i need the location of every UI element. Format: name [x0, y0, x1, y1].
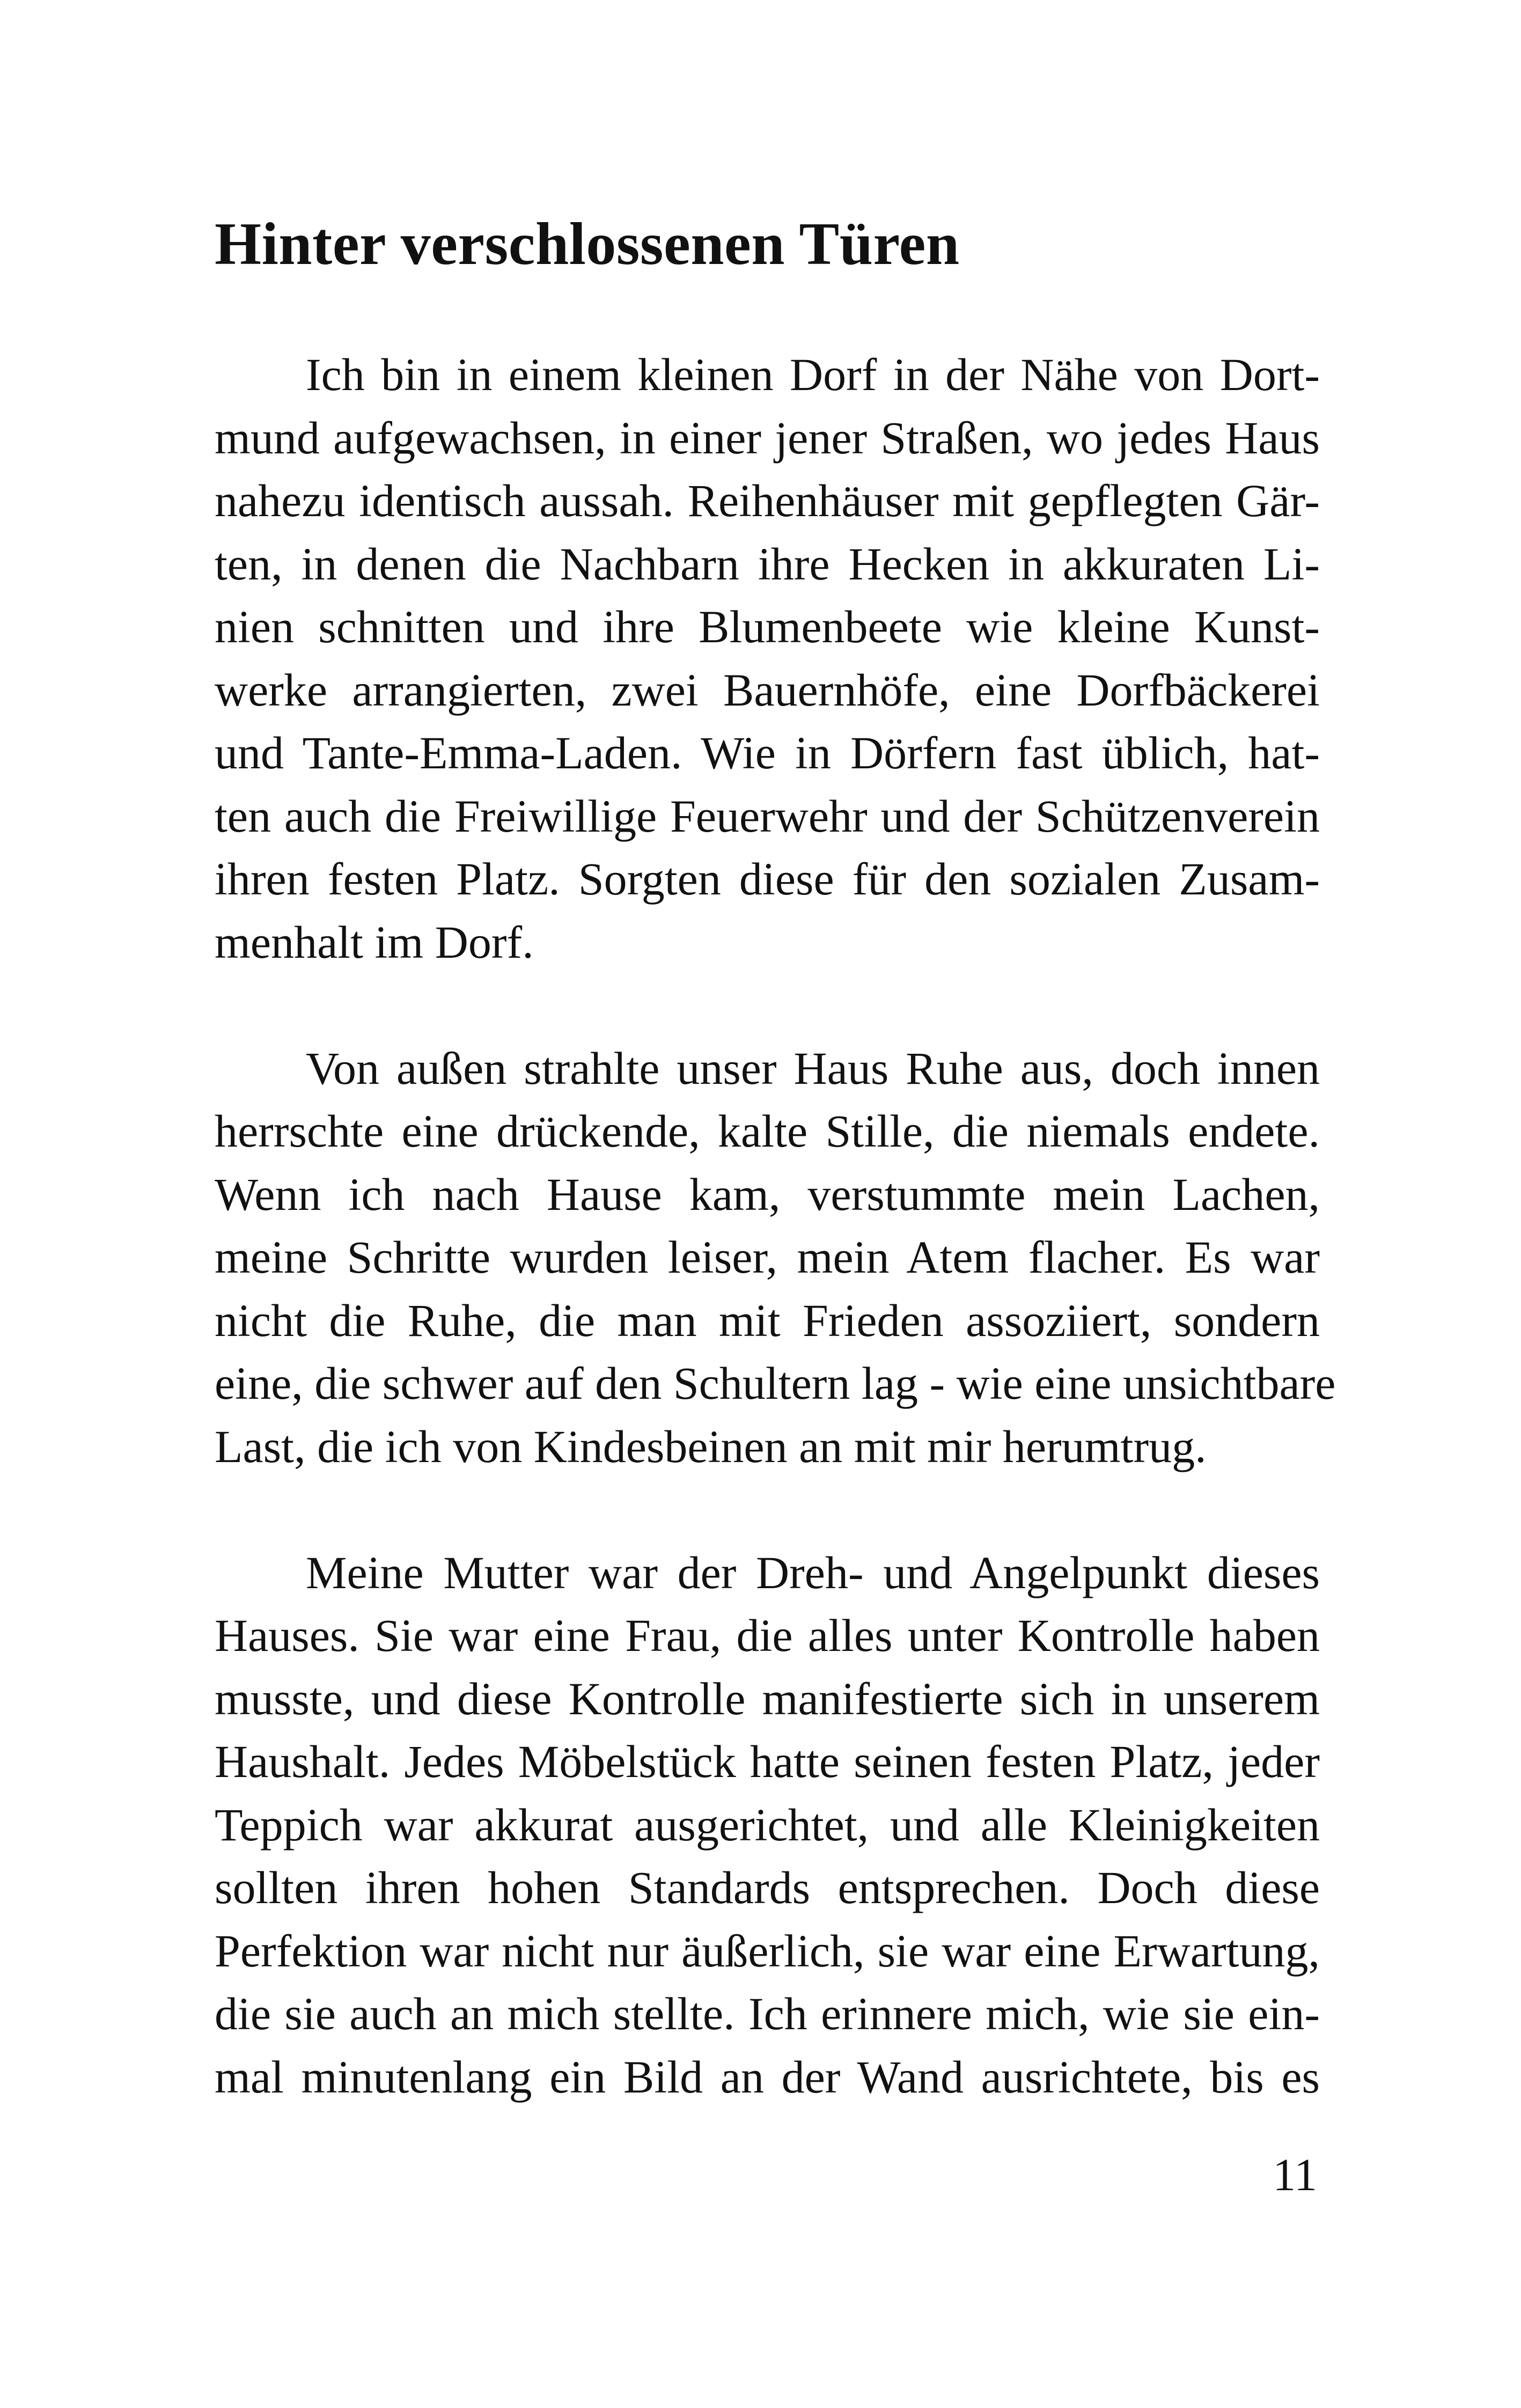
text-line: nicht die Ruhe, die man mit Frieden assoziiert, sondern: [215, 1294, 1320, 1346]
text-line: mund aufgewachsen, in einer jener Straßen, wo jedes Haus: [215, 412, 1320, 464]
page-number: 11: [1273, 2149, 1317, 2200]
text-line: Teppich war akkurat ausgerichtet, und alle Kleinigkeiten: [215, 1798, 1320, 1851]
text-line: nahezu identisch aussah. Reihenhäuser mit gepflegten Gär-: [215, 475, 1320, 526]
text-line: und Tante-Emma-Laden. Wie in Dörfern fast üblich, hat-: [215, 727, 1320, 779]
text-line: ten, in denen die Nachbarn ihre Hecken in akkuraten Li-: [215, 538, 1320, 590]
text-line: werke arrangierten, zwei Bauernhöfe, eine Dorfbäckerei: [215, 664, 1320, 716]
text-line: Von außen strahlte unser Haus Ruhe aus, doch innen: [306, 1042, 1320, 1094]
paragraph: [215, 1541, 1320, 2109]
text-line: Wenn ich nach Hause kam, verstummte mein Lachen,: [215, 1168, 1320, 1220]
paragraph-gap: [215, 974, 1320, 1037]
text-line: musste, und diese Kontrolle manifestierte sich in unserem: [215, 1672, 1320, 1724]
text-line: Last, die ich von Kindesbeinen an mit mir herumtrug.: [215, 1420, 1207, 1472]
text-line: die sie auch an mich stellte. Ich erinnere mich, wie sie ein-: [215, 1988, 1320, 2039]
text-line: Meine Mutter war der Dreh- und Angelpunkt dieses: [306, 1546, 1320, 1598]
text-line: mal minutenlang ein Bild an der Wand ausrichtete, bis es: [215, 2051, 1320, 2103]
text-line: menhalt im Dorf.: [215, 916, 534, 968]
paragraph: [215, 343, 1320, 974]
text-line: herrschte eine drückende, kalte Stille, die niemals endete.: [215, 1105, 1320, 1157]
chapter-title: Hinter verschlossenen Türen: [215, 211, 960, 277]
text-line: Haushalt. Jedes Möbelstück hatte seinen festen Platz, jeder: [215, 1736, 1320, 1787]
text-line: meine Schritte wurden leiser, mein Atem flacher. Es war: [215, 1231, 1320, 1283]
text-line: Hauses. Sie war eine Frau, die alles unter Kontrolle haben: [215, 1610, 1320, 1661]
body-text: [215, 343, 1336, 2109]
text-line: sollten ihren hohen Standards entsprechen. Doch diese: [215, 1862, 1320, 1913]
text-line: ihren festen Platz. Sorgten diese für den sozialen Zusam-: [215, 853, 1320, 905]
text-line: Ich bin in einem kleinen Dorf in der Nähe von Dort-: [306, 349, 1320, 400]
paragraph-gap: [215, 1478, 1320, 1541]
text-line: nien schnitten und ihre Blumenbeete wie kleine Kunst-: [215, 601, 1320, 652]
text-line: ten auch die Freiwillige Feuerwehr und der Schützenverein: [215, 790, 1320, 842]
text-line: Perfektion war nicht nur äußerlich, sie war eine Erwartung,: [215, 1925, 1320, 1977]
paragraph: [215, 1037, 1336, 1479]
text-line: eine, die schwer auf den Schultern lag - wie eine unsichtbare: [215, 1357, 1336, 1409]
